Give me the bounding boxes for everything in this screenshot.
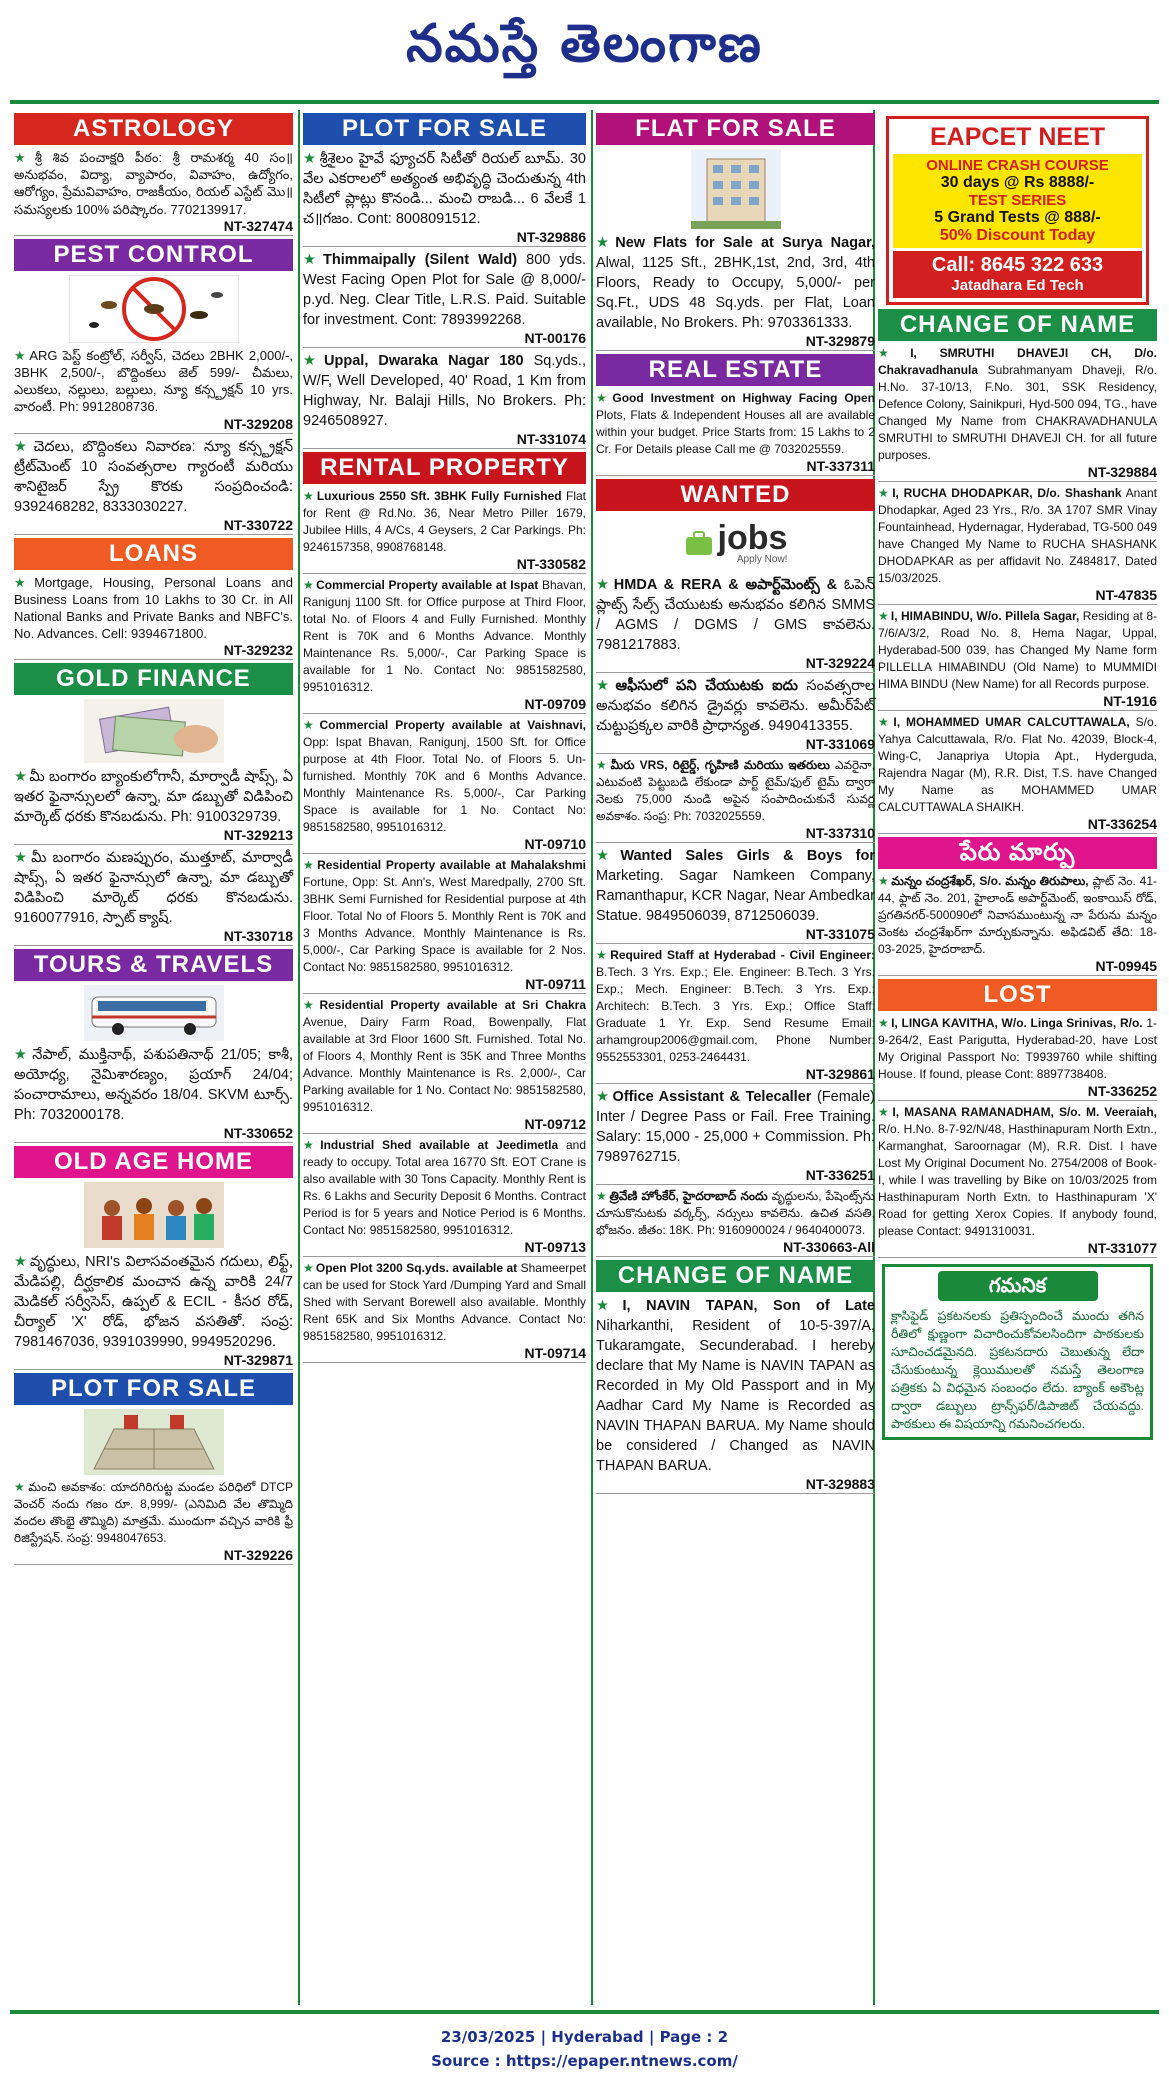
plot-for-sale-heading: PLOT FOR SALE bbox=[14, 1373, 293, 1405]
ad-code: NT-09713 bbox=[303, 1239, 586, 1257]
ad-code: NT-1916 bbox=[878, 693, 1157, 711]
notice-title: గమనిక bbox=[938, 1271, 1098, 1301]
star-icon: ★ bbox=[596, 848, 619, 864]
source-link: Source : https://epaper.ntnews.com/ bbox=[431, 2052, 738, 2070]
star-icon: ★ bbox=[303, 718, 318, 732]
bus-image bbox=[84, 985, 224, 1041]
old-age-home-heading: OLD AGE HOME bbox=[14, 1146, 293, 1178]
briefcase-icon bbox=[684, 528, 714, 558]
lost-heading: LOST bbox=[878, 979, 1157, 1011]
newspaper-title: నమస్తే తెలంగాణ bbox=[406, 13, 763, 74]
gold-finance-heading: GOLD FINANCE bbox=[14, 663, 293, 695]
ad-code: NT-329879 bbox=[596, 333, 875, 351]
eapcet-company: Jatadhara Ed Tech bbox=[893, 277, 1142, 298]
ad-code: NT-336252 bbox=[878, 1083, 1157, 1101]
change-of-name-heading: CHANGE OF NAME bbox=[878, 309, 1157, 341]
eapcet-line: TEST SERIES bbox=[968, 192, 1067, 209]
classified-ad: ★ Uppal, Dwaraka Nagar 180 Sq.yds., W/F, Well Developed, 40' Road, 1 Km from Highway, Nr. Balaji Hills, No Brokers. Ph: 9246508927. bbox=[303, 353, 586, 429]
ad-code: NT-327474 bbox=[14, 218, 293, 236]
star-icon: ★ bbox=[14, 850, 30, 867]
masthead bbox=[0, 0, 1169, 100]
star-icon: ★ bbox=[878, 609, 889, 623]
classified-ad: ★ Residential Property available at Mahalakshmi Fortune, Opp: St. Ann's, West Maredpally, 2700 Sft. 3BHK Semi Furnished for Residential purpose at 4th Floor. Total No of Floors 5. Monthly Rent is 70K and 3 Months Advance. Monthly Maintenance is Rs. 5,000/-, Car Parking Space is available for 2 Nos. Contact No: 9851582580, 9951016312. bbox=[303, 858, 586, 974]
column-2 bbox=[301, 110, 588, 2005]
top-divider bbox=[10, 100, 1159, 104]
star-icon: ★ bbox=[878, 874, 890, 888]
star-icon: ★ bbox=[596, 577, 612, 593]
ad-code: NT-329861 bbox=[596, 1066, 875, 1084]
ad-code: NT-330663-All bbox=[596, 1239, 875, 1257]
classified-ad: ★ I, MOHAMMED UMAR CALCUTTAWALA, S/o. Yahya Calcuttawala, R/o. Flat No. 42039, Block-4, Wing-C, Janapriya Utopia Apt., Hyderguda, Rajendra Nagar (M), R.R. Dist, T.S. have Changed My Name as MOHAMMED UMAR CALCUTTAWALA SHAIKH. bbox=[878, 715, 1157, 814]
eapcet-call: Call: 8645 322 633 bbox=[893, 251, 1142, 277]
apartment-building-image bbox=[691, 149, 781, 229]
classified-ad: ★ I, MASANA RAMANADHAM, S/o. M. Veeraiah, R/o. H.No. 8-7-92/N/48, Hasthinapuram North Extn., Karmanghat, Saroornagar (M), R.R. Dist. I have Lost My Original Document No. 2754/2008 of Book-I, while I was travelling by Bike on 10/03/2025 from Hasthinapuram North Extn. to Hasthinapuram 'X' Road for getting Xerox Copies. If anybody found, please Contact: 9491310031. bbox=[878, 1105, 1157, 1238]
star-icon: ★ bbox=[878, 1016, 890, 1030]
ad-code: NT-330582 bbox=[303, 556, 586, 574]
star-icon: ★ bbox=[303, 998, 318, 1012]
eapcet-title: EAPCET NEET bbox=[929, 123, 1106, 151]
ad-code: NT-331069 bbox=[596, 736, 875, 754]
star-icon: ★ bbox=[878, 346, 909, 360]
star-icon: ★ bbox=[596, 235, 614, 251]
edition-info: 23/03/2025 | Hyderabad | Page : 2 bbox=[440, 2028, 729, 2046]
peru-marpu-heading: పేరు మార్పు bbox=[878, 837, 1157, 869]
star-icon: ★ bbox=[14, 574, 33, 590]
column-divider bbox=[591, 110, 593, 2005]
star-icon: ★ bbox=[303, 1261, 314, 1275]
jobs-word: jobs bbox=[717, 519, 788, 557]
ad-code: NT-329871 bbox=[14, 1352, 293, 1370]
classified-ad: ★ Industrial Shed available at Jeedimetla and ready to occupy. Total area 16770 Sft. EOT Crane is also available with 30 Tons Capacity. Monthly Rent is Rs. 6 Lakhs and Security Deposit 6 Months. Contract Period is for 5 years and Notice Period is 6 Months. Contact No: 9851582580, 9951016312. bbox=[303, 1138, 587, 1237]
classified-ad: ★ త్రివేణి హోంకేర్, హైదరాబాద్ నందు వృద్ధులను, పేషెంట్స్‌ను చూసుకొనుటకు వర్కర్స్, నర్సులు కావలెను. ఉచిత వసతి, భోజనం. జీతం: 18K. Ph: 9160900024 / 9640400073. bbox=[596, 1189, 876, 1237]
star-icon: ★ bbox=[14, 1254, 29, 1271]
star-icon: ★ bbox=[14, 438, 32, 455]
classified-ad: ★ I, LINGA KAVITHA, W/o. Linga Srinivas, R/o. 1-9-264/2, East Parigutta, Hyderabad-20, have Lost My Original Passport No: T9939760 while shifting House. If found, please Cont: 8897738408. bbox=[878, 1016, 1157, 1081]
star-icon: ★ bbox=[596, 678, 614, 694]
classified-ad: ★ మంచి అవకాశం: యాదగిరిగుట్ట మండల పరిధిలో DTCP వెంచర్ నందు గజం రూ. 8,999/- (ఎనిమిది వేల తొమ్మిది వందల తొంభై తొమ్మిది) మాత్రమే. ముందుగా వచ్చిన వారికి ఫ్రీ రిజిస్ట్రేషన్. సంప్ర: 9948047653. bbox=[14, 1480, 293, 1546]
star-icon: ★ bbox=[596, 1298, 621, 1314]
tours-travels-heading: TOURS & TRAVELS bbox=[14, 949, 293, 981]
classified-ad: ★ మీ బంగారం మణప్పురం, ముత్తూట్, మార్వాడీ షాప్స్, ఏ ఇతర ఫైనాన్సులో ఉన్నా, మా డబ్బుతో విడిపించి మార్కెట్ ధరకు కొనబడును. 9160077916, స్పాట్ క్యాష్. bbox=[14, 850, 293, 927]
star-icon: ★ bbox=[303, 1138, 319, 1152]
rental-property-heading: RENTAL PROPERTY bbox=[303, 452, 586, 484]
bottom-divider bbox=[10, 2010, 1159, 2014]
classified-ad: ★ వృద్ధులు, NRI's విలాసవంతమైన గదులు, లిఫ్ట్, మేడిపల్లి, దీర్ఘకాలిక మంచాన ఉన్న వారికి 24/7 మెడికల్ సర్వీసెస్, ఉప్పల్ & ECIL - కీసర రోడ్, చీర్యాల్ 'X' రోడ్, భోజన వసతితో. సంప్ర: 7981467036, 9391039990, 9949520296. bbox=[14, 1254, 294, 1351]
pest-control-heading: PEST CONTROL bbox=[14, 239, 293, 271]
flat-for-sale-heading: FLAT FOR SALE bbox=[596, 113, 875, 145]
old-age-home-image bbox=[84, 1182, 224, 1248]
classified-ad: ★ Luxurious 2550 Sft. 3BHK Fully Furnished Flat for Rent @ Rd.No. 36, Near Metro Piller 1679, Jubilee Hills, 4 A/Cs, 4 Geysers, 2 Car Parkings. Ph: 9246157358, 9908768148. bbox=[303, 489, 587, 554]
eapcet-line: 50% Discount Today bbox=[939, 227, 1096, 244]
star-icon: ★ bbox=[14, 347, 28, 363]
star-icon: ★ bbox=[878, 715, 892, 729]
star-icon: ★ bbox=[596, 391, 611, 405]
classified-ad: ★ HMDA & RERA & అపార్ట్‌మెంట్స్ & ఓపెన్ ప్లాట్స్ సేల్స్ చేయుటకు అనుభవం కలిగిన SMMS / AGMS / DGMS / GMS కావలెను. 7981217883. bbox=[596, 577, 876, 653]
classified-ad: ★ మీరు VRS, రిటైర్డ్, గృహిణి మరియు ఇతరులు ఎవరైనా, ఎటువంటి పెట్టుబడి లేకుండా పార్ట్ టైమ్/ఫుల్ టైమ్ ద్వారా నెలకు 75,000 నుండి అపైన సంపాదించుకునే సువర్ణ అవకాశం. సంప్ర: Ph: 7032025559. bbox=[596, 758, 875, 823]
ad-code: NT-331075 bbox=[596, 926, 875, 944]
ad-code: NT-00176 bbox=[303, 330, 586, 348]
column-4 bbox=[876, 110, 1159, 2005]
classified-ad: ★ శ్రీ శివ పంచాక్షరి పీఠం: శ్రీ రామశర్మ 40 సం॥ అనుభవం, విద్యా, వ్యాపారం, వివాహం, ఉద్యోగం, ఆరోగ్యం, ప్రేమవివాహం, రాజకీయం, రియల్ ఎస్టేట్ మొ॥ సమస్యలకు 100% పరిష్కారం. 7702139917. bbox=[14, 150, 294, 217]
star-icon: ★ bbox=[596, 1189, 608, 1203]
ad-code: NT-329886 bbox=[303, 229, 586, 247]
classified-ad: ★ Open Plot 3200 Sq.yds. available at Shameerpet can be used for Stock Yard /Dumping Yard and Small Shed with Servant Borewell also available. Monthly Rent 65K and Six Months Advance. Contact No: 9851582580, 9951016312. bbox=[303, 1261, 586, 1343]
ad-code: NT-331074 bbox=[303, 431, 586, 449]
classified-ad: ★ Mortgage, Housing, Personal Loans and Business Loans from 10 Lakhs to 30 Cr. in All National Banks and Private Banks and NBFC's. No. Advances. Cell: 9394671800. bbox=[14, 574, 293, 642]
eapcet-offer-box bbox=[893, 154, 1142, 248]
ad-code: NT-331077 bbox=[878, 1240, 1157, 1258]
change-of-name-heading: CHANGE OF NAME bbox=[596, 1260, 875, 1292]
star-icon: ★ bbox=[878, 486, 891, 500]
column-3 bbox=[594, 110, 877, 2005]
disclaimer-notice bbox=[882, 1264, 1153, 1440]
classified-ad: ★ Commercial Property available at Vaishnavi, Opp: Ispat Bhavan, Ranigunj, 1500 Sft. for Office purpose at 4th Floor. Total No. of Floors 5. Un-furnished. Monthly 70K and 6 Months Advance. Monthly Maintenance Rs. 5,000/-, Car Parking Space is available for 1 No. Contact No: 9851582580, 9951016312. bbox=[303, 718, 586, 834]
classified-ad: ★ Office Assistant & Telecaller (Female) Inter / Degree Pass or Fail. Free Training. Salary: 15,000 - 25,000 + Commission. Ph: 7989762715. bbox=[596, 1089, 875, 1165]
wanted-heading: WANTED bbox=[596, 479, 875, 511]
ad-code: NT-09709 bbox=[303, 696, 586, 714]
classified-ad: ★ చెదలు, బొద్దింకలు నివారణ: న్యూ కన్స్ట్రక్షన్ ట్రీట్‌మెంట్ 10 సంవత్సరాల గ్యారంటీ మరియు శానిటైజర్ స్ప్రే కొరకు సంప్రదించండి: 9392468282, 8333030227. bbox=[14, 438, 294, 515]
eapcet-neet-display-ad bbox=[886, 116, 1149, 305]
ad-code: NT-329232 bbox=[14, 642, 293, 660]
ad-code: NT-329883 bbox=[596, 1476, 875, 1494]
classified-ad: ★ Good Investment on Highway Facing Open Plots, Flats & Independent Houses all are available within your budget. Price Starts from: 15 Lakhs to 2 Cr. For Details please Call me @ 7032025559. bbox=[596, 391, 876, 456]
star-icon: ★ bbox=[303, 489, 315, 503]
ad-code: NT-329213 bbox=[14, 827, 293, 845]
classified-ad: ★ I, RUCHA DHODAPKAR, D/o. Shashank Anant Dhodapkar, Aged 23 Yrs., R/o. 3A 1707 SMR Vinay Fountainhead, Hydernagar, Hyderabad, TG-500 049 have Changed My Name to RUCHA SHASHANK DHODAPKAR as per affidavit No. Z484817, Dated 15/03/2025. bbox=[878, 486, 1157, 585]
column-divider bbox=[298, 110, 300, 2005]
star-icon: ★ bbox=[303, 151, 318, 167]
classified-ad: ★ Thimmaipally (Silent Wald) 800 yds. West Facing Open Plot for Sale @ 8,000/- p.yd. Neg. Clear Title, L.R.S. Paid. Suitable for investment. Cont: 7893992268. bbox=[303, 252, 586, 328]
ad-code: NT-47835 bbox=[878, 587, 1157, 605]
classified-ad: ★ ఆఫీసులో పని చేయుటకు ఐదు సంవత్సరాల అనుభవం కలిగిన డ్రైవర్లు కావలెను. అమీర్‌పేట్ చుట్టుప్రక్కల వారికి ప్రాధాన్యత. 9490413355. bbox=[596, 678, 875, 734]
star-icon: ★ bbox=[14, 769, 28, 786]
classified-ad: ★ మీ బంగారం బ్యాంకులోగానీ, మార్వాడీ షాప్స్, ఏ ఇతర ఫైనాన్సులలో ఉన్నా, మా డబ్బుతో విడిపించి మార్కెట్ ధరకు కొనబడును. Ph: 9100329739. bbox=[14, 769, 294, 826]
ad-code: NT-329208 bbox=[14, 416, 293, 434]
notice-body: క్లాసిఫైడ్ ప్రకటనలకు ప్రతిస్పందించే ముందు తగిన రీతిలో క్షుణ్ణంగా విచారించుకోవలసిందిగా పాఠకులకు సూచించడమైనది. ప్రకటనదారు చెబుతున్న లేదా చేసుకుంటున్న క్లెయిములతో నమస్తే తెలంగాణ పత్రికకు ఏ విధమైన సంబంధం లేదు. బ్యాంక్ అకౌంట్ల ద్వారా డబ్బులు ట్రాన్స్‌ఫర్/డిపాజిట్ చేయవద్దు. పాఠకులు ఈ విషయాన్ని గమనించగలరు. bbox=[891, 1309, 1144, 1431]
classified-ad: ★ Wanted Sales Girls & Boys for Marketing. Sagar Namkeen Company, Ramanthapur, KCR Nagar, Near Ambedkar Statue. 9849506039, 8712506039. bbox=[596, 848, 876, 924]
classified-ad: ★ I, NAVIN TAPAN, Son of Late Niharkanthi, Resident of 10-5-397/A, Tukaramgate, Secunderabad. I hereby declare that My Name is NAVIN TAPAN as Recorded in My Old Passport and in My Aadhar Card My Name is Recorded as NAVIN THAPAN BARUA. My Name should be considered / Changed as NAVIN THAPAN BARUA. bbox=[596, 1298, 875, 1474]
ad-code: NT-337310 bbox=[596, 825, 875, 843]
plot-layout-image bbox=[84, 1409, 224, 1475]
astrology-heading: ASTROLOGY bbox=[14, 113, 293, 145]
ad-code: NT-330722 bbox=[14, 517, 293, 535]
ad-code: NT-09712 bbox=[303, 1116, 586, 1134]
classified-ad: ★ Required Staff at Hyderabad - Civil Engineer: B.Tech. 3 Yrs. Exp.; Ele. Engineer: B.Tech. 3 Yrs. Exp.; Mech. Engineer: B.Tech. 3 Yrs. Exp.; Architech: B.Tech. 3 Yrs. Exp.; Office Staff: Graduate 1 Yr. Exp. Send Resume Email: arhamgroup2006@gmail.com, Phone Number: 9552553301, 0253-2464431. bbox=[596, 948, 875, 1064]
classified-ad: ★ New Flats for Sale at Surya Nagar, Alwal, 1125 Sft., 2BHK,1st, 2nd, 3rd, 4th Floors, Ready to Occupy, 5,000/- per Sq.Ft., UDS 48 Sq.yds. per Flat, Loan available, No Brokers. Ph: 9703361333. bbox=[596, 235, 875, 331]
star-icon: ★ bbox=[596, 1089, 611, 1105]
pest-control-image bbox=[69, 275, 239, 343]
star-icon: ★ bbox=[596, 758, 609, 772]
ad-code: NT-329884 bbox=[878, 464, 1157, 482]
eapcet-line: 30 days @ Rs 8888/- bbox=[940, 174, 1095, 191]
classified-ad: ★ మన్నం చంద్రశేఖర్, S/o. మన్నం తిరుపాలు, ప్లాట్ నెం. 41-44, ఫ్లాట్ నెం. 201, హైలాండ్ అపార్ట్‌మెంట్, ఇంకాయిస్ రోడ్, ప్రగతినగర్-500090లో నివాసముంటున్న నా పేరును మన్నం వెంకట చంద్రశేఖర్‌గా మార్చుకున్నాను. అఫిడవిట్ తేది: 18-03-2025, హైదరాబాద్. bbox=[878, 874, 1157, 956]
ad-code: NT-330718 bbox=[14, 928, 293, 946]
star-icon: ★ bbox=[303, 353, 323, 369]
classified-ad: ★ I, HIMABINDU, W/o. Pillela Sagar, Residing at 8-7/6/A/3/2, Road No. 8, Hema Nagar, Uppal, Hyderabad-500 039, has Changed My Name form PILLELLA HIMABINDU (Old Name) to MUMMIDI HIMA BINDU (New Name) for all Records purpose. bbox=[878, 609, 1157, 691]
star-icon: ★ bbox=[596, 948, 609, 962]
classified-ad: ★ Commercial Property available at Ispat Bhavan, Ranigunj 1100 Sft. for Office purpose at Third Floor, total No. of Floors 4 and Fully Furnished. Monthly Rent is 70K and 6 Months Advance. Monthly Maintenance Rs. 5,000/-, Car Parking Space is available for 1 No. Contact No: 9851582580, 9951016312. bbox=[303, 578, 586, 694]
loans-heading: LOANS bbox=[14, 538, 293, 570]
plot-for-sale-heading: PLOT FOR SALE bbox=[303, 113, 586, 145]
star-icon: ★ bbox=[14, 1047, 31, 1064]
classified-ad: ★ I, SMRUTHI DHAVEJI CH, D/o. Chakravadhanula Subrahmanyam Dhaveji, R/o. H.No. 37-10/13, F.No. 301, SSK Residency, Defence Colony, Sainikpuri, Hyd-500 094, TG., have Changed My Name from CHAKRAVADHANULA SMRUTHI to SMRUTHI DHAVEJI CH. for all future purposes. bbox=[878, 346, 1157, 462]
classified-ad: ★ నేపాల్, ముక్తినాథ్, పశుపతినాథ్ 21/05; కాశీ, అయోధ్య, నైమిశారణ్యం, ప్రయాగ్ 24/04; పంచారామాలు, అన్నవరం 18/04. SKVM టూర్స్. Ph: 7032000178. bbox=[14, 1047, 294, 1124]
ad-code: NT-336251 bbox=[596, 1167, 875, 1185]
ad-code: NT-09714 bbox=[303, 1345, 586, 1363]
ad-code: NT-329226 bbox=[14, 1547, 293, 1565]
ad-code: NT-09945 bbox=[878, 958, 1157, 976]
ad-code: NT-337311 bbox=[596, 458, 875, 476]
star-icon: ★ bbox=[14, 1480, 27, 1495]
ad-code: NT-329224 bbox=[596, 655, 875, 673]
classified-ad: ★ Residential Property available at Sri Chakra Avenue, Dairy Farm Road, Bowenpally, Flat available at 3rd Floor 1600 Sft. Furnished. Total No. of Floors 4, Monthly Rent is 35K and Three Months Advance. Monthly Maintenance is Rs. 2,000/-, Car Parking available for 1 No. Contact No: 9851582580, 9951016312. bbox=[303, 998, 586, 1114]
classified-ad: ★ ARG పెస్ట్ కంట్రోల్, సర్వీస్, చెదలు 2BHK 2,000/-, 3BHK 2,500/-, బొద్దింకలు జెల్ 599/- చీమలు, ఎలుకలు, నల్లులు, బల్లులు, న్యూ కన్స్ట్రక్షన్ 10 yrs. వారంటీ. Ph: 9912808736. bbox=[14, 347, 293, 415]
star-icon: ★ bbox=[303, 858, 316, 872]
ad-code: NT-330652 bbox=[14, 1125, 293, 1143]
ad-code: NT-336254 bbox=[878, 816, 1157, 834]
star-icon: ★ bbox=[878, 1105, 891, 1119]
eapcet-line: 5 Grand Tests @ 888/- bbox=[934, 209, 1101, 226]
gold-cash-image bbox=[84, 699, 224, 763]
ad-code: NT-09710 bbox=[303, 836, 586, 854]
star-icon: ★ bbox=[303, 578, 315, 592]
jobs-logo bbox=[671, 515, 801, 571]
jobs-tagline: Apply Now! bbox=[736, 554, 788, 565]
column-1 bbox=[12, 110, 295, 2005]
ad-code: NT-09711 bbox=[303, 976, 586, 994]
star-icon: ★ bbox=[14, 150, 33, 165]
real-estate-heading: REAL ESTATE bbox=[596, 354, 875, 386]
star-icon: ★ bbox=[303, 252, 322, 268]
classified-ad: ★ శ్రీశైలం హైవే ఫ్యూచర్ సిటీతో రియల్ బూమ్. 30 వేల ఎకరాలలో అత్యంత అభివృద్ధి చెందుతున్న 4th సిటీలో ప్లాట్లు కొనండి... మంచి రాబడి... 6 వేలకే 1 చ॥గజం. Cont: 8008091512. bbox=[303, 151, 586, 227]
eapcet-line: ONLINE CRASH COURSE bbox=[926, 157, 1109, 174]
